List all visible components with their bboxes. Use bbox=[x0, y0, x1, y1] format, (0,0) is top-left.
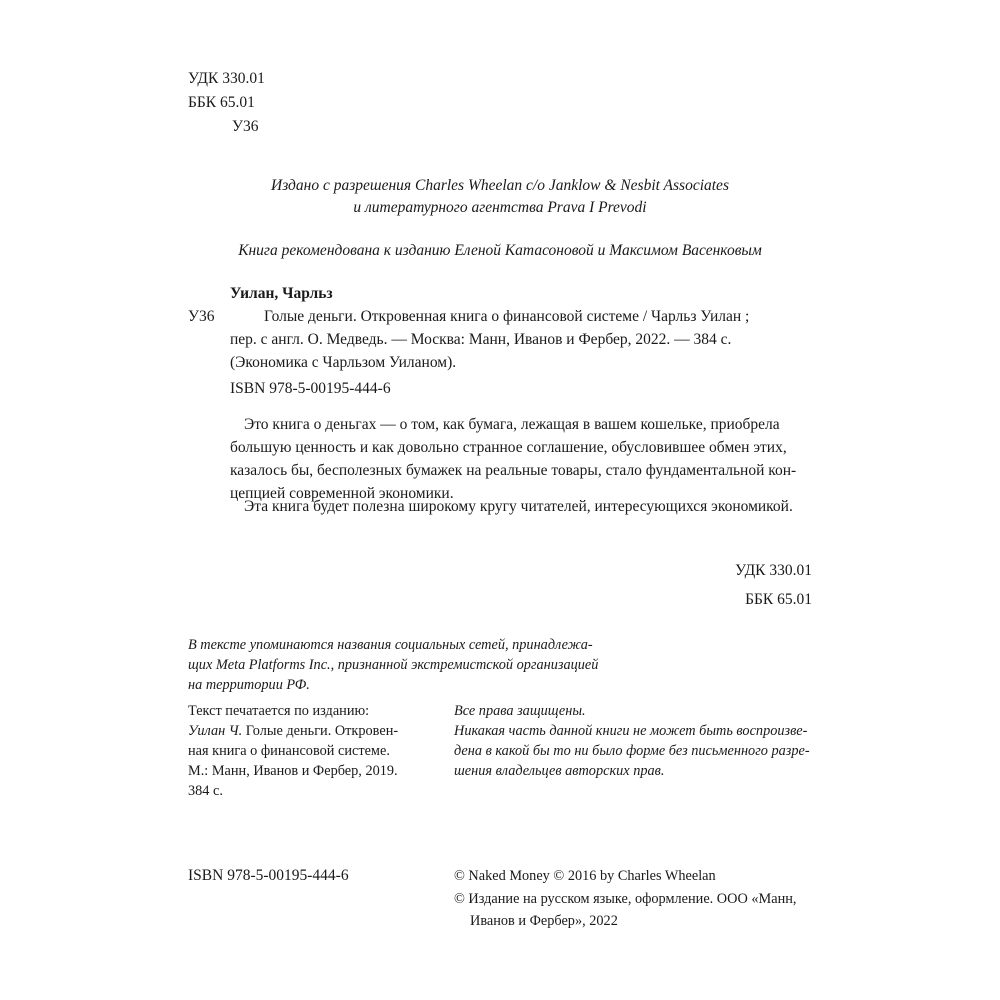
rights-line-1: Все права защищены. bbox=[454, 703, 586, 719]
annotation-line-1: Это книга о деньгах — о том, как бумага, лежащая в вашем кошельке, приобрела bbox=[244, 416, 780, 433]
catalog-line-2: пер. с англ. О. Медведь. — Москва: Манн, Иванов и Фербер, 2022. — 384 с. bbox=[230, 331, 732, 348]
annotation-line-2: большую ценность и как довольно странное соглашение, обусловившее обмен этих, bbox=[230, 439, 787, 456]
annotation-line-3: казалось бы, бесполезных бумажек на реальные товары, стало фундаментальной кон- bbox=[230, 462, 797, 479]
bbk-top: ББК 65.01 bbox=[188, 94, 255, 111]
source-author: Уилан Ч. bbox=[188, 723, 243, 739]
source-edition-line-1: Текст печатается по изданию: bbox=[188, 703, 370, 719]
meta-notice-line-3: на территории РФ. bbox=[188, 677, 310, 693]
permission-line-1: Издано с разрешения Charles Wheelan c/o Janklow & Nesbit Associates bbox=[271, 177, 729, 194]
source-edition-line-4: М.: Манн, Иванов и Фербер, 2019. bbox=[188, 763, 398, 779]
author-heading: Уилан, Чарльз bbox=[230, 285, 333, 302]
source-edition-line-5: 384 с. bbox=[188, 783, 223, 799]
annotation-line-4: цепцией современной экономики. bbox=[230, 485, 454, 502]
recommendation: Книга рекомендована к изданию Еленой Катасоновой и Максимом Васенковым bbox=[238, 242, 762, 259]
permission-line-2: и литературного агентства Prava I Prevodi bbox=[353, 199, 647, 216]
copyright-russian-line-1: © Издание на русском языке, оформление. ООО «Манн, bbox=[454, 891, 797, 907]
udk-top: УДК 330.01 bbox=[188, 70, 265, 87]
author-sign-top: У36 bbox=[232, 118, 259, 135]
footer-isbn: ISBN 978-5-00195-444-6 bbox=[188, 867, 349, 884]
rights-line-4: шения владельцев авторских прав. bbox=[454, 763, 665, 779]
rights-line-2: Никакая часть данной книги не может быть воспроизве- bbox=[454, 723, 808, 739]
catalog-sign: У36 bbox=[188, 308, 215, 325]
copyright-original: © Naked Money © 2016 by Charles Wheelan bbox=[454, 868, 716, 884]
meta-notice-line-1: В тексте упоминаются названия социальных сетей, принадлежа- bbox=[188, 637, 593, 653]
annotation-line-5: Эта книга будет полезна широкому кругу читателей, интересующихся экономикой. bbox=[244, 498, 793, 515]
catalog-line-3: (Экономика с Чарльзом Уиланом). bbox=[230, 354, 457, 371]
meta-notice-line-2: щих Meta Platforms Inc., признанной экстремистской организацией bbox=[188, 657, 599, 673]
source-edition-line-3: ная книга о финансовой системе. bbox=[188, 743, 390, 759]
udk-bottom: УДК 330.01 bbox=[735, 562, 812, 579]
copyright-russian-line-2: Иванов и Фербер», 2022 bbox=[470, 913, 618, 929]
catalog-line-1: Голые деньги. Откровенная книга о финансовой системе / Чарльз Уилан ; bbox=[264, 308, 750, 325]
rights-line-3: дена в какой бы то ни было форме без письменного разре- bbox=[454, 743, 810, 759]
catalog-isbn: ISBN 978-5-00195-444-6 bbox=[230, 380, 391, 397]
bbk-bottom: ББК 65.01 bbox=[745, 591, 812, 608]
source-edition-line-2 bbox=[188, 721, 398, 741]
source-title-part: Голые деньги. Откровен- bbox=[242, 723, 399, 739]
